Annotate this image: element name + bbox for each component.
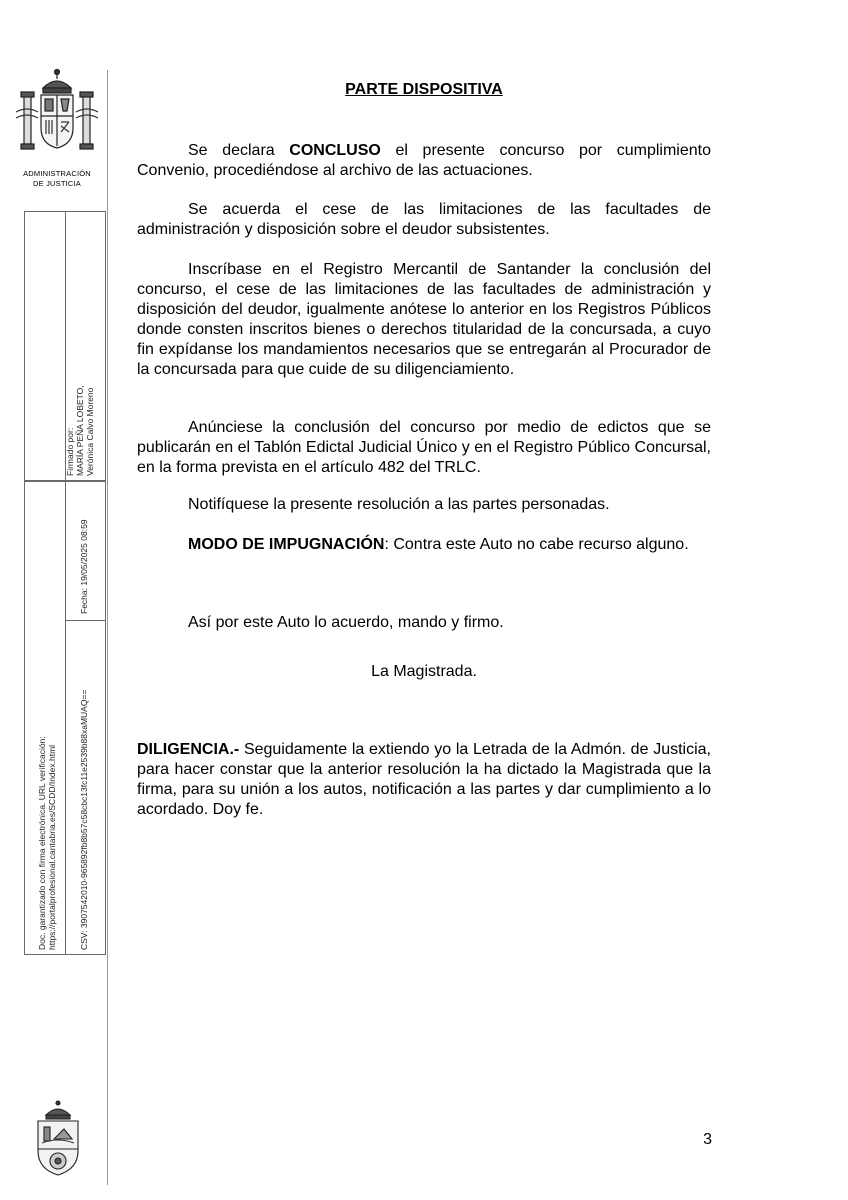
signature-line: La Magistrada. (371, 663, 477, 680)
paragraph-concluded: Se declara CONCLUSO el presente concurso por cumplimiento Convenio, procediéndose al archivo de las actuaciones. (137, 142, 712, 179)
margin-rule (107, 70, 108, 1185)
spain-coat-of-arms-logo (10, 66, 104, 162)
paragraph-appeal: MODO DE IMPUGNACIÓN: Contra este Auto no cabe recurso alguno. (188, 536, 689, 553)
csv-code-text: CSV: 3907542010-965892fb8b57c58cbc13fc11e2539b88xaMUAQ== (79, 689, 89, 950)
paragraph-diligencia: DILIGENCIA.- Seguidamente la extiendo yo la Letrada de la Admón. de Justicia, para hacer constar que la anterior resolución la ha dictado la Magistrada que la firma, para su unión a los autos, notificación a las partes y dar cumplimiento a lo acordado. Doy fe. (137, 741, 711, 818)
verification-box (24, 481, 106, 955)
page-number: 3 (703, 1131, 712, 1148)
signature-date-text: Fecha: 19/05/2025 08:59 (79, 519, 89, 614)
paragraph-registry: Inscríbase en el Registro Mercantil de Santander la conclusión del concurso, el cese de las limitaciones de las facultades de administración y disposición del deudor, igualmente anótese lo anterior en los Registros Públicos donde consten inscritos bienes o derechos titularidad de la concursada, a cuyo fin expídanse los mandamientos necesarios que se entregarán al Procurador de la concursada para que cuide de su diligenciamiento. (137, 261, 711, 378)
paragraph-edicts: Anúnciese la conclusión del concurso por medio de edictos que se publicarán en el Tablón Edictal Judicial Único y en el Registro Público Concursal, en la forma prevista en el artículo 482 del TRLC. (137, 419, 711, 476)
signed-by-text: Firmado por: MARÍA PEÑA LOBETO, Verónica Calvo Moreno (65, 385, 95, 476)
administration-of-justice-label: ADMINISTRACIÓN DE JUSTICIA (23, 169, 91, 188)
section-heading: PARTE DISPOSITIVA (345, 81, 503, 98)
document-guarantee-text: Doc. garantizado con firma electrónica. URL verificación: https://portalprofesional.cantabria.es/SCDD/Index.html (37, 736, 57, 950)
paragraph-notify: Notifíquese la presente resolución a las partes personadas. (188, 496, 610, 513)
cantabria-coat-of-arms-logo (30, 1099, 86, 1185)
signature-box (24, 211, 106, 481)
paragraph-limitations: Se acuerda el cese de las limitaciones de las facultades de administración y disposición sobre el deudor subsistentes. (137, 201, 711, 238)
paragraph-closing: Así por este Auto lo acuerdo, mando y firmo. (188, 614, 504, 631)
